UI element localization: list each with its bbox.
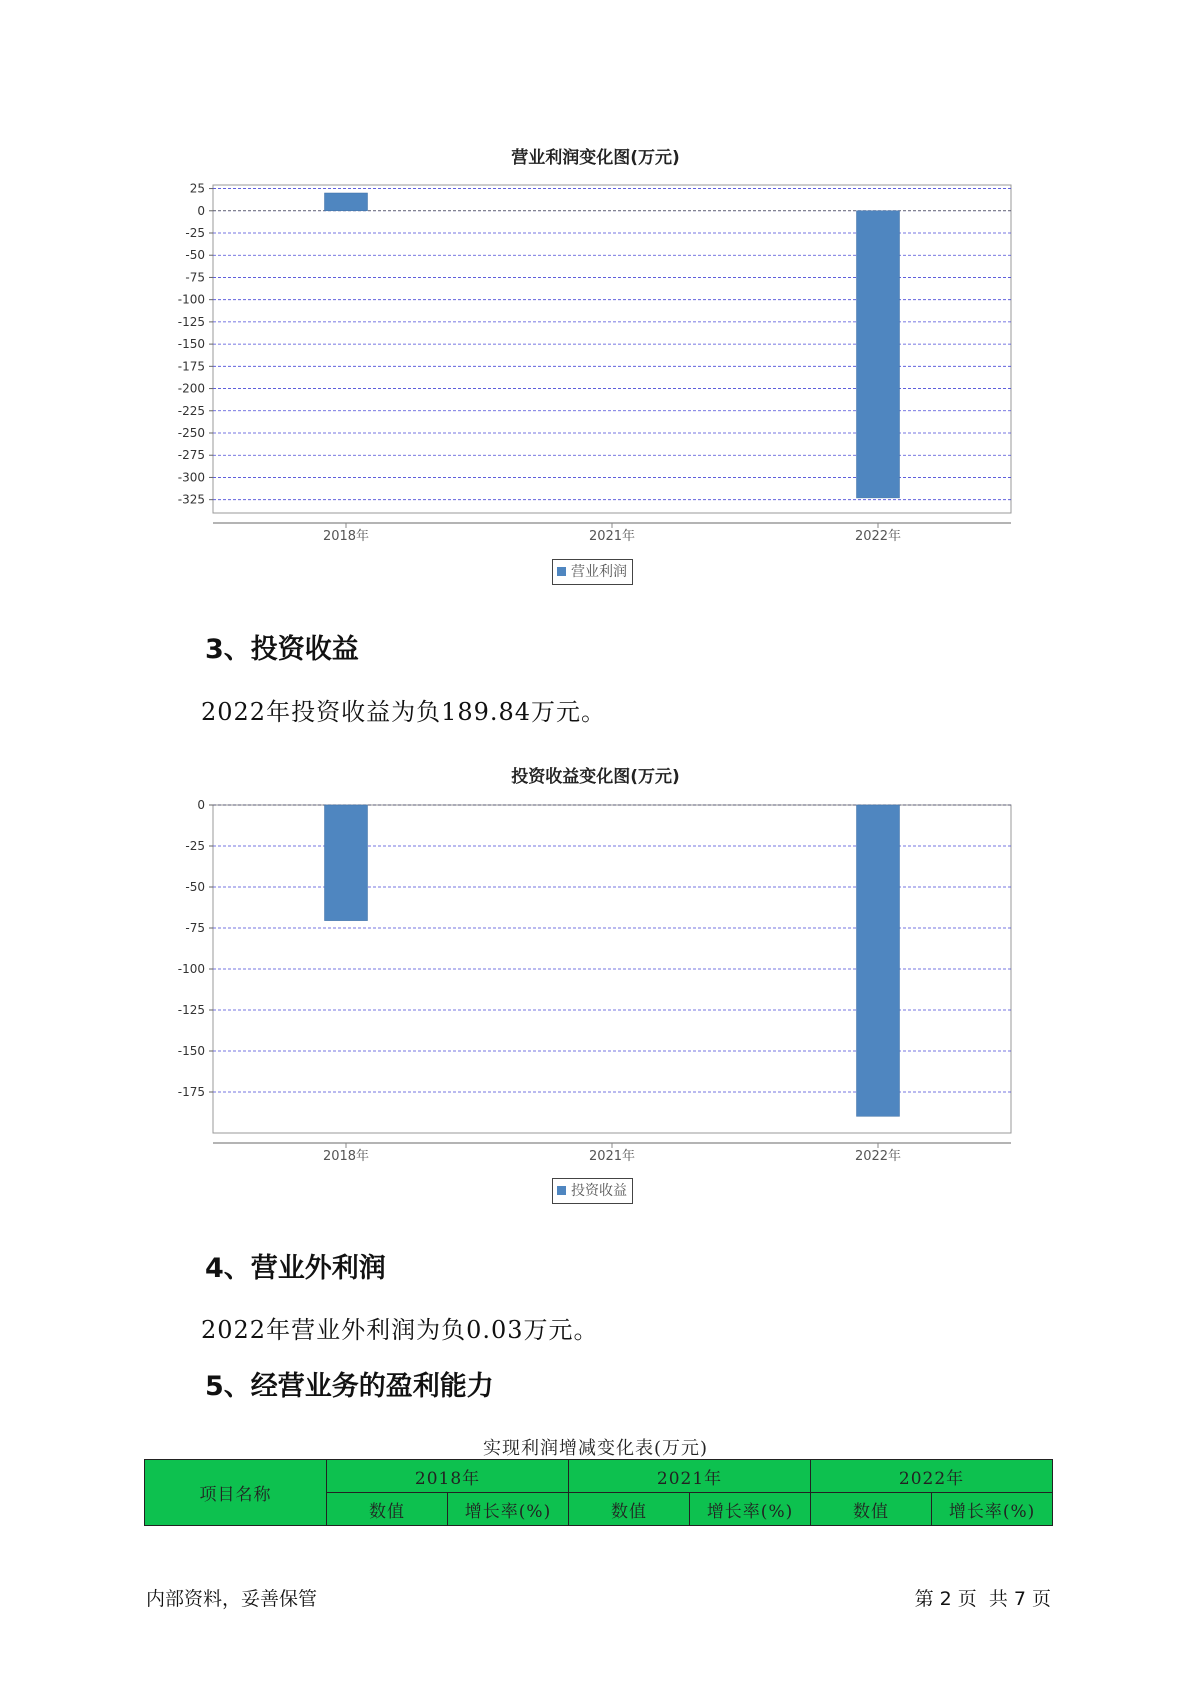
y-tick-label: -50	[185, 248, 205, 263]
chart2-legend	[552, 1178, 633, 1204]
y-tick-label: -100	[177, 962, 205, 976]
table-caption: 实现利润增减变化表(万元)	[482, 1438, 709, 1459]
y-tick-label: -150	[177, 1044, 205, 1058]
section4-text: 2022年营业外利润为负0.03万元。	[201, 1316, 599, 1344]
x-tick-label: 2018年	[322, 1149, 370, 1164]
y-tick-label: -100	[177, 292, 205, 307]
x-tick-label: 2021年	[588, 1149, 636, 1164]
chart2-legend-label: 投资收益	[571, 1183, 627, 1199]
footer-confidential: 内部资料，妥善保管	[146, 1588, 318, 1610]
y-tick-label: -25	[185, 226, 205, 240]
y-tick-label: -25	[185, 839, 205, 853]
x-tick-label: 2018年	[322, 529, 370, 544]
section4-heading: 4、营业外利润	[205, 1253, 386, 1284]
chart1-title: 营业利润变化图(万元)	[511, 148, 680, 168]
legend-swatch	[557, 1186, 566, 1195]
x-tick-label: 2022年	[854, 529, 902, 544]
x-tick-label: 2021年	[588, 529, 636, 544]
chart1-operating-profit	[0, 170, 1191, 544]
y-tick-label: 25	[189, 181, 205, 196]
y-tick-label: -225	[177, 403, 205, 418]
y-tick-label: -150	[177, 337, 205, 352]
section5-heading: 5、经营业务的盈利能力	[205, 1371, 494, 1402]
bar-2022年	[857, 805, 900, 1116]
y-tick-label: -50	[185, 880, 205, 894]
header-growth-rate: 增长率(%)	[932, 1493, 1053, 1526]
y-tick-label: -250	[177, 426, 205, 440]
header-value: 数值	[569, 1493, 690, 1526]
y-tick-label: -125	[177, 1003, 205, 1017]
footer-page-number: 第 2 页 共 7 页	[914, 1588, 1051, 1610]
profit-change-table	[144, 1459, 1053, 1526]
chart2-investment-income	[0, 790, 1191, 1164]
y-tick-label: -275	[177, 448, 205, 463]
y-tick-label: -300	[177, 470, 205, 485]
y-tick-label: -200	[177, 381, 205, 396]
bar-2022年	[857, 211, 900, 498]
y-tick-label: -175	[177, 1085, 205, 1099]
bar-2018年	[325, 193, 368, 211]
chart1-legend	[552, 559, 633, 585]
legend-swatch	[557, 567, 566, 576]
section3-heading: 3、投资收益	[205, 634, 359, 665]
y-tick-label: -325	[177, 492, 205, 507]
chart1-legend-label: 营业利润	[571, 564, 627, 580]
y-tick-label: -75	[185, 270, 205, 285]
header-value: 数值	[811, 1493, 932, 1526]
header-growth-rate: 增长率(%)	[448, 1493, 569, 1526]
y-tick-label: 0	[197, 203, 205, 218]
y-tick-label: -125	[177, 314, 205, 329]
x-tick-label: 2022年	[854, 1149, 902, 1164]
y-tick-label: -75	[185, 921, 205, 935]
header-item-name: 项目名称	[145, 1460, 327, 1526]
section3-text: 2022年投资收益为负189.84万元。	[201, 698, 607, 726]
header-year-2022: 2022年	[811, 1460, 1053, 1493]
header-year-2021: 2021年	[569, 1460, 811, 1493]
bar-2018年	[325, 805, 368, 921]
header-year-2018: 2018年	[327, 1460, 569, 1493]
y-tick-label: 0	[197, 798, 205, 812]
chart2-title: 投资收益变化图(万元)	[511, 767, 680, 787]
y-tick-label: -175	[177, 359, 205, 374]
header-value: 数值	[327, 1493, 448, 1526]
header-growth-rate: 增长率(%)	[690, 1493, 811, 1526]
